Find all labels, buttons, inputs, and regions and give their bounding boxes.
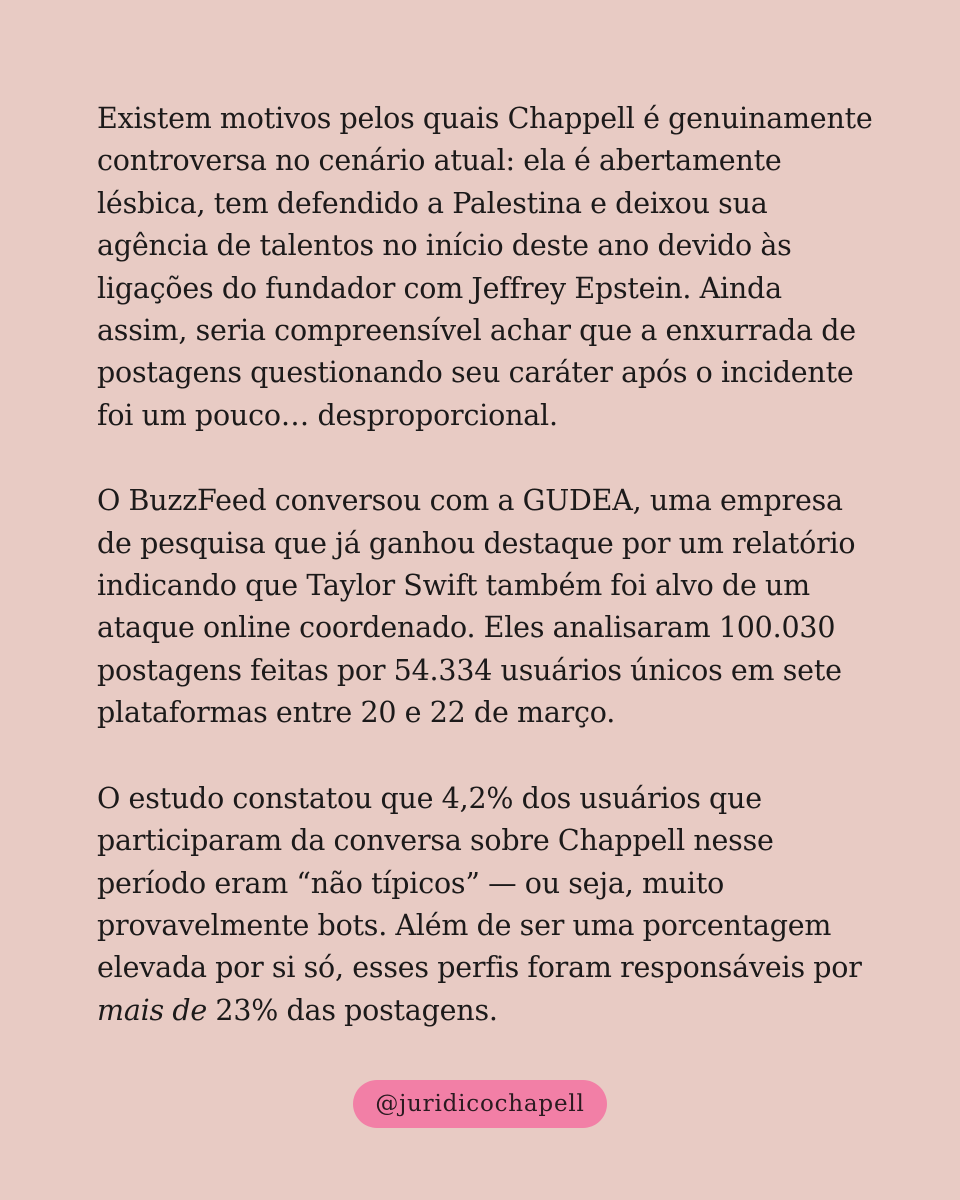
paragraph-3-start: O estudo constatou que 4,2% dos usuários que participaram da conversa sobre Chappell nesse período eram “não típicos” — ou seja, muito provavelmente bots. Além de ser uma porcentagem elevada por si só, esses perfis foram responsáveis por [97, 781, 862, 985]
paragraph-3 [97, 778, 877, 1032]
paragraph-3-emphasis: mais de [97, 993, 208, 1027]
account-handle-badge[interactable]: @juridicochapell [353, 1080, 606, 1128]
handle-container [0, 1080, 960, 1128]
article-body [97, 98, 877, 1032]
paragraph-1: Existem motivos pelos quais Chappell é genuinamente controversa no cenário atual: ela é abertamente lésbica, tem defendido a Palestina e deixou sua agência de talentos no início deste ano devido às ligações do fundador com Jeffrey Epstein. Ainda assim, seria compreensível achar que a enxurrada de postagens questionando seu caráter após o incidente foi um pouco… desproporcional. [97, 102, 873, 432]
paragraph-2: O BuzzFeed conversou com a GUDEA, uma empresa de pesquisa que já ganhou destaque por um relatório indicando que Taylor Swift também foi alvo de um ataque online coordenado. Eles analisaram 100.030 postagens feitas por 54.334 usuários únicos em sete plataformas entre 20 e 22 de março. [97, 484, 856, 730]
paragraph-3-end: 23% das postagens. [207, 993, 498, 1027]
